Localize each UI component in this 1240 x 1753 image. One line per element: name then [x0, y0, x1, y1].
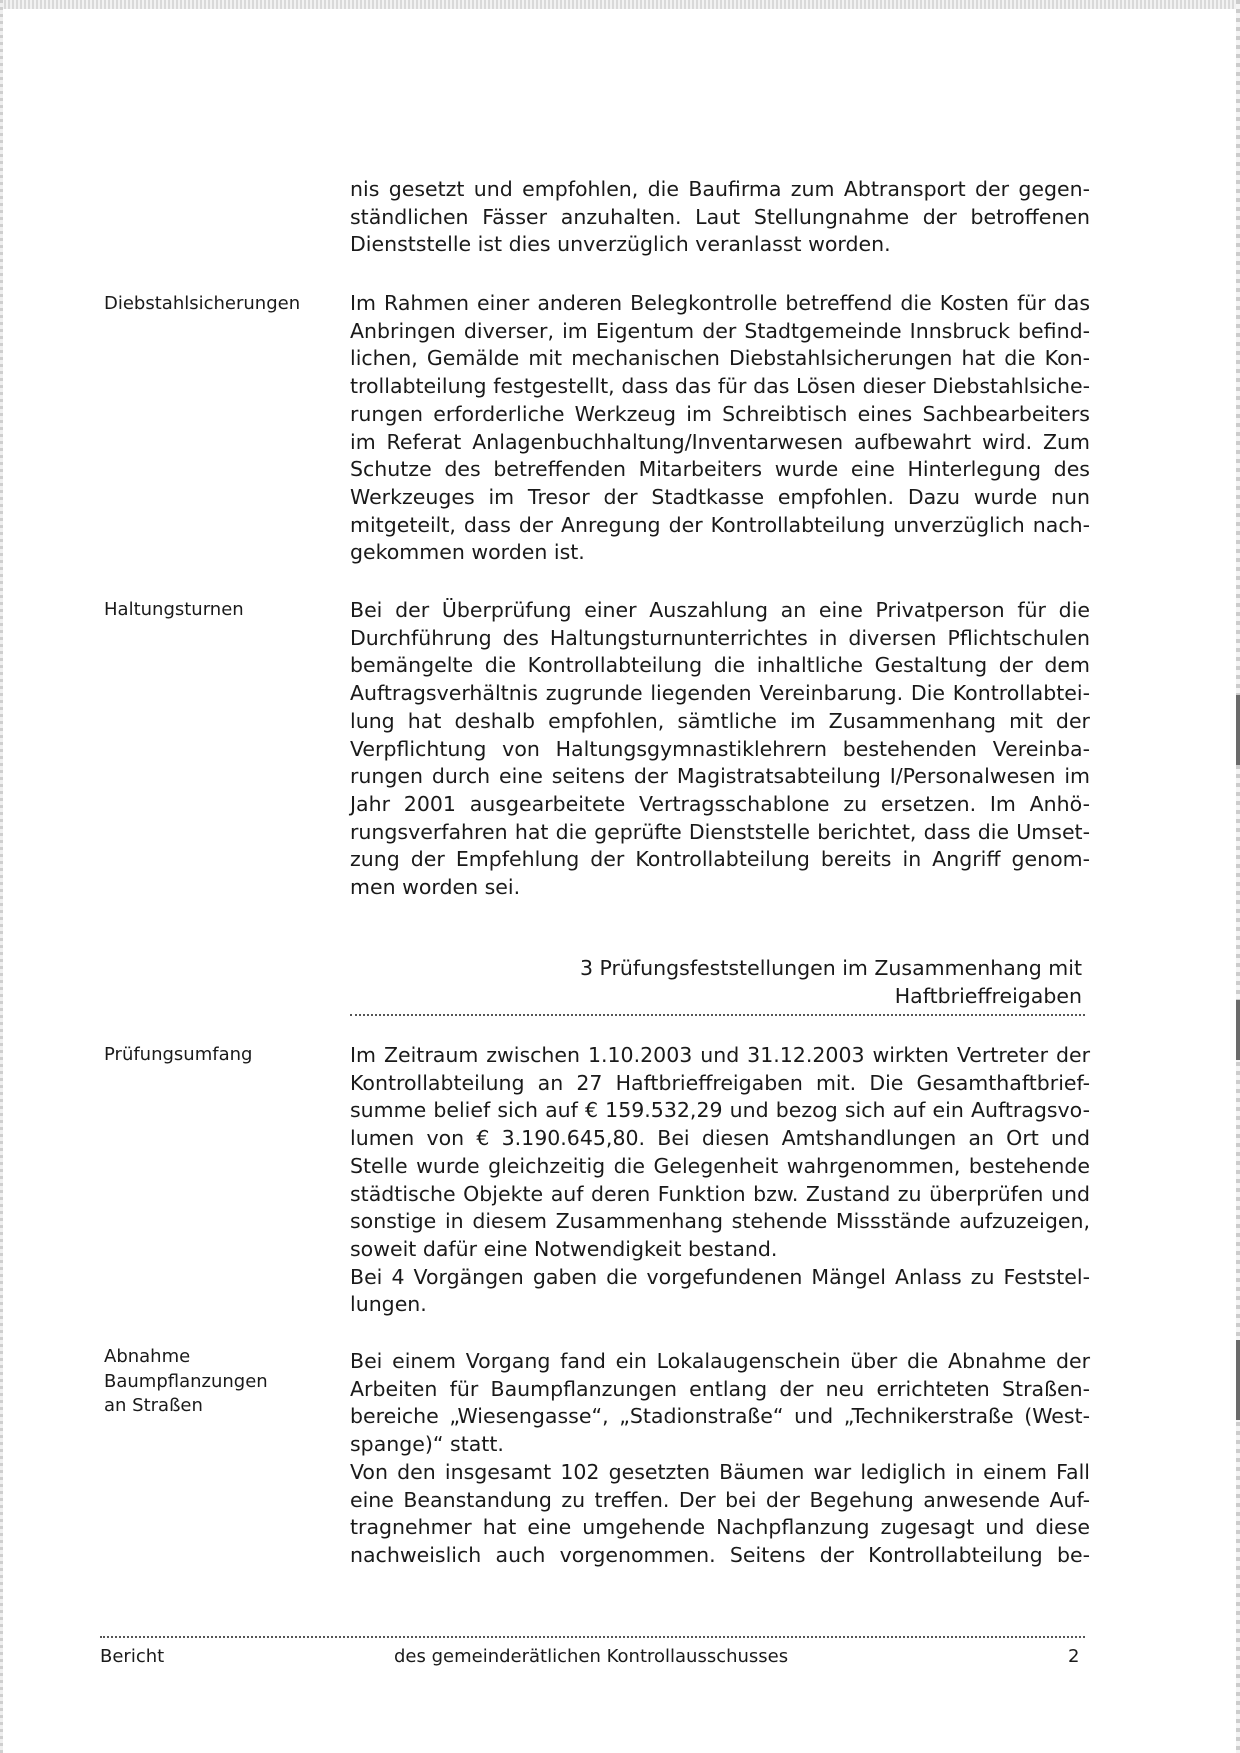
margin-label-pruefungsumfang: Prüfungsumfang — [104, 1044, 253, 1065]
section-heading-line-2: Haftbrieffreigaben — [894, 983, 1082, 1008]
margin-label-diebstahlsicherungen: Diebstahlsicherungen — [104, 293, 301, 314]
scan-edge-right — [1236, 0, 1240, 1753]
paragraph-diebstahlsicherungen: Im Rahmen einer anderen Belegkontrolle betreffend die Kosten für das Anbringen diverser, im Eigentum der Stadtgemeinde Innsbruck befind- lichen, Gemälde mit mechanischen Diebstahlsicherungen hat die Kon- trollabteilung festgestellt, dass das für das Lösen dieser Diebstahlsiche- rungen erforderliche Werkzeug im Schreibtisch eines Sachbearbeiters im Referat Anlagenbuchhaltung/Inventarwesen aufbewahrt wird. Zum Schutze des betreffenden Mitarbeiters wurde eine Hinterlegung des Werkzeuges im Tresor der Stadtkasse empfohlen. Dazu wurde nun mitgeteilt, dass der Anregung der Kontrollabteilung unverzüglich nach- gekommen worden ist. — [350, 291, 1090, 565]
section-heading-line-1: 3 Prüfungsfeststellungen im Zusammenhang mit — [579, 956, 1082, 980]
paragraph-continuation: nis gesetzt und empfohlen, die Baufirma zum Abtransport der gegen- ständlichen Fässer anzuhalten. Laut Stellungnahme der betroffenen Dienststelle ist dies unverzüglich veranlasst worden. — [350, 177, 1090, 257]
footer-dotted-rule — [100, 1636, 1085, 1638]
scan-edge-mark — [1236, 1340, 1240, 1420]
scan-edge-top — [0, 0, 1240, 9]
margin-label-haltungsturnen: Haltungsturnen — [104, 599, 244, 620]
footer-left: Bericht — [100, 1646, 165, 1667]
scan-edge-left — [0, 0, 3, 1753]
margin-label-line: Baumpflanzungen — [104, 1370, 268, 1392]
paragraph-haltungsturnen: Bei der Überprüfung einer Auszahlung an eine Privatperson für die Durchführung des Haltungsturnunterrichtes in diversen Pflichtschulen bemängelte die Kontrollabteilung die inhaltliche Gestaltung der dem Auftragsverhältnis zugrunde liegenden Vereinbarung. Die Kontrollabtei- lung hat deshalb empfohlen, sämtliche im Zusammenhang mit der Verpflichtung von Haltungsgymnastiklehrern bestehenden Vereinba- rungen durch eine seitens der Magistratsabteilung I/Personalwesen im Jahr 2001 ausgearbeitete Vertragsschablone zu ersetzen. Im Anhö- rungsverfahren hat die geprüfte Dienststelle berichtet, dass die Umset- zung der Empfehlung der Kontrollabteilung bereits in Angriff genom- men worden sei. — [350, 598, 1090, 900]
footer-center: des gemeinderätlichen Kontrollausschusses — [394, 1646, 789, 1667]
heading-dotted-rule — [350, 1014, 1085, 1016]
scan-edge-mark — [1236, 1000, 1240, 1060]
margin-label-line: Abnahme — [104, 1346, 191, 1367]
paragraph-abnahme-baumpflanzungen: Bei einem Vorgang fand ein Lokalaugenschein über die Abnahme der Arbeiten für Baumpflanzungen entlang der neu errichteten Straßen- bereiche „Wiesengasse“, „Stadionstraße“ und „Technikerstraße (West- spange)“ statt. Von den insgesamt 102 gesetzten Bäumen war lediglich in einem Fall eine Beanstandung zu treffen. Der bei der Begehung anwesende Auf- tragnehmer hat eine umgehende Nachpflanzung zugesagt und diese nachweislich auch vorgenommen. Seitens der Kontrollabteilung be- — [350, 1349, 1090, 1567]
scan-edge-mark — [1236, 695, 1240, 765]
paragraph-pruefungsumfang: Im Zeitraum zwischen 1.10.2003 und 31.12.2003 wirkten Vertreter der Kontrollabteilung an 27 Haftbrieffreigaben mit. Die Gesamthaftbrief- summe belief sich auf € 159.532,29 und bezog sich auf ein Auftragsvo- lumen von € 3.190.645,80. Bei diesen Amtshandlungen an Ort und Stelle wurde gleichzeitig die Gelegenheit wahrgenommen, bestehende städtische Objekte auf deren Funktion bzw. Zustand zu überprüfen und sonstige in diesem Zusammenhang stehende Missstände aufzuzeigen, soweit dafür eine Notwendigkeit bestand. Bei 4 Vorgängen gaben die vorgefundenen Mängel Anlass zu Feststel- lungen. — [350, 1043, 1090, 1317]
margin-label-line: an Straßen — [104, 1395, 203, 1416]
page-number: 2 — [1068, 1646, 1080, 1667]
margin-label-abnahme-baumpflanzungen — [104, 1345, 268, 1419]
section-heading — [350, 955, 1082, 1010]
